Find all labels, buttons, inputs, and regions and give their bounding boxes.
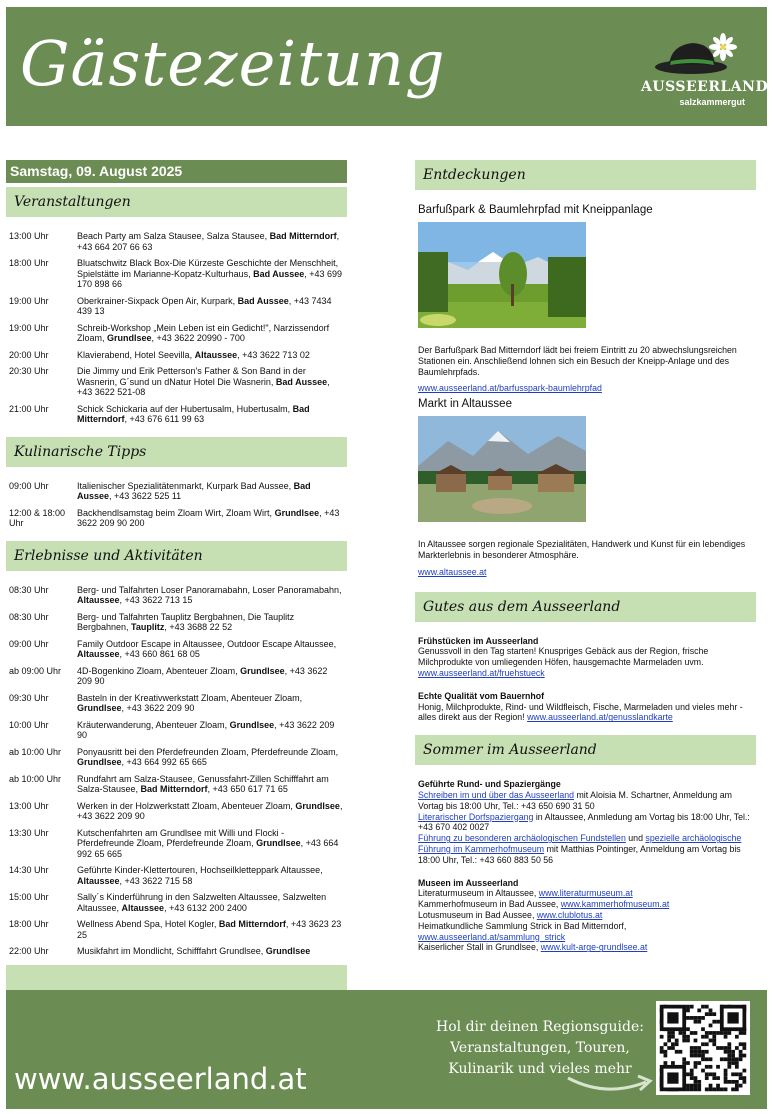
touren-block <box>415 779 756 865</box>
event-description: Italienischer Spezialitätenmarkt, Kurpark Bad Aussee, Bad Aussee, +43 3622 525 11 <box>77 480 311 501</box>
event-time: 09:00 Uhr <box>9 638 49 649</box>
museen-block <box>415 878 756 954</box>
event-description: Die Jimmy und Erik Petterson's Father & Son Band in der Wasnerin, G´sund un dNatur Hotel Die Wasnerin, Bad Aussee, +43 3622 521-08 <box>77 366 330 397</box>
section-heading-entdeckungen: Entdeckungen <box>415 160 756 190</box>
event-location: Bad Mitterndorf <box>218 919 286 929</box>
schreiben-link[interactable]: Schreiben im und über das Ausseerland <box>418 789 574 800</box>
event-location: Tauplitz <box>131 622 165 632</box>
event-description: Geführte Kinder-Klettertouren, Hochseilklettерpark Altaussee, Altaussee, +43 3622 715 58 <box>77 865 323 886</box>
tour-text: und <box>625 833 646 844</box>
event-location: Altaussee <box>121 902 165 913</box>
promo-line: Hol dir deinen Regionsguide: <box>436 1019 644 1035</box>
erlebnisse-list <box>6 585 347 957</box>
event-location: Altaussee <box>77 875 120 886</box>
event-location: Grundlsee <box>107 333 152 343</box>
event-description: Klavierabend, Hotel Seevilla, Altaussee, +43 3622 713 02 <box>77 349 310 360</box>
event-time: 13:00 Uhr <box>9 231 49 241</box>
event-description: Bluatschwitz Black Box-Die Kürzeste Geschichte der Menschheit, Spielstätte im Marianne-Kopatz-Kulturhaus, Bad Aussee, +43 699 170 898 66 <box>77 258 343 289</box>
entdeckung-text: Der Barfußpark Bad Mitterndorf lädt bei freiem Eintritt zu 20 abwechslungsreichen Stationen ein. Anschließend lohnen sich ein Besuch der Kneipp-Anlage und des Baumlehrpfads. <box>418 345 737 377</box>
event-location: Grundlsee <box>77 703 122 713</box>
event-time: 12:00 & 18:00 Uhr <box>9 507 66 528</box>
event-time: 10:00 Uhr <box>9 719 49 730</box>
event-row <box>6 774 347 795</box>
event-description: Family Outdoor Escape in Altaussee, Outdoor Escape Altaussee, Altaussee, +43 660 861 68 05 <box>77 638 337 659</box>
event-description: Schick Schickaria auf der Hubertusalm, Hubertusalm, Bad Mitterndorf, +43 676 611 99 63 <box>77 403 310 424</box>
tour-text: in Altaussee, Anmledung am Vortag bis 18:00 Uhr, Tel.: +43 670 402 0027 <box>418 811 750 833</box>
touren-title: Geführte Rund- und Spaziergänge <box>418 779 561 790</box>
promo-line: Kulinarik und vieles mehr <box>448 1061 632 1077</box>
event-row <box>6 366 347 398</box>
event-row <box>6 585 347 606</box>
museum-link[interactable]: www.literaturmuseum.at <box>538 888 633 899</box>
gutes-item-title: Frühstücken im Ausseerland <box>418 635 539 646</box>
section-heading-gutes: Gutes aus dem Ausseerland <box>415 592 756 622</box>
left-column <box>6 160 347 963</box>
event-location: Bad Aussee <box>237 295 289 306</box>
event-row <box>6 801 347 822</box>
event-description: Sally´s Kinderführung in den Salzwelten Altaussee, Salzwelten Altaussee, Altaussee, +43 6132 200 2400 <box>77 892 327 913</box>
event-time: 18:00 Uhr <box>9 919 49 929</box>
event-row <box>6 612 347 633</box>
genusslandkarte-link[interactable]: www.ausseerland.at/genusslandkarte <box>527 712 673 723</box>
event-location: Bad Mitterndorf <box>77 403 310 424</box>
event-row <box>6 481 347 502</box>
gutes-item <box>415 691 756 723</box>
event-time: 19:00 Uhr <box>9 322 49 333</box>
event-location: Grundlsee <box>229 719 275 730</box>
event-description: 4D-Bogenkino Zloam, Abenteuer Zloam, Grundlsee, +43 3622 209 90 <box>77 665 328 686</box>
page-header <box>6 7 767 126</box>
event-location: Bad Mitterndorf <box>140 784 208 794</box>
event-description: Kräuterwanderung, Abenteuer Zloam, Grundlsee, +43 3622 209 90 <box>77 719 335 740</box>
museum-link[interactable]: www.kammerhofmuseum.at <box>560 899 670 910</box>
logo-subtitle: salzkammergut <box>679 97 745 107</box>
altaussee-link[interactable]: www.altaussee.at <box>418 566 487 577</box>
event-time: ab 09:00 Uhr <box>9 665 62 676</box>
hat-icon <box>641 31 745 81</box>
gutes-item-text: Genussvoll in den Tag starten! Knuspriges Gebäck aus der Region, frische Milchprodukte von umliegenden Höfen, hausgemachte Marmeladen uvm. <box>418 646 709 668</box>
event-row <box>6 747 347 768</box>
museum-link[interactable]: www.ausseerland.at/sammlung_strick <box>418 931 566 942</box>
event-row <box>6 720 347 741</box>
event-row <box>6 666 347 687</box>
event-location: Grundlsee <box>256 838 301 848</box>
event-time: 18:00 Uhr <box>9 258 49 268</box>
gutes-item <box>415 636 756 679</box>
museum-link[interactable]: www.clublotus.at <box>536 909 603 920</box>
footer-url[interactable]: www.ausseerland.at <box>14 1062 307 1096</box>
barfusspark-photo <box>418 222 586 328</box>
tour-text: mit Matthias Pointinger, Anmeldung am Vortag bis 18:00 Uhr, Tel.: +43 660 883 50 56 <box>418 843 741 865</box>
gutes-item-text: Honig, Milchprodukte, Rind- und Wildfleisch, Fische, Marmeladen und vieles mehr - alles direkt aus der Region! <box>418 701 743 723</box>
logo-wordmark: AUSSEERLAND <box>641 79 769 95</box>
event-location: Bad Aussee <box>275 376 328 387</box>
museum-item: Kaiserlicher Stall in Grundlsee, www.kult-arge-grundlsee.at <box>418 942 648 953</box>
event-description: Werken in der Holzwerkstatt Zloam, Abenteuer Zloam, Grundlsee, +43 3622 209 90 <box>77 800 343 821</box>
event-row <box>6 828 347 860</box>
fruehstueck-link[interactable]: www.ausseerland.at/fruehstueck <box>418 667 545 678</box>
museen-list <box>418 888 753 953</box>
event-row <box>6 350 347 361</box>
kammerhof-fuehrung-link[interactable]: spezielle archäologische Führung im Kammerhofmuseum <box>418 833 742 854</box>
event-row <box>6 296 347 317</box>
museum-link[interactable]: www.kult-arge-grundlsee.at <box>540 942 648 953</box>
event-row <box>6 508 347 529</box>
event-location: Bad Aussee <box>253 268 305 279</box>
right-column <box>415 160 756 953</box>
kulinarisch-list <box>6 481 347 529</box>
event-time: 22:00 Uhr <box>9 946 49 956</box>
event-location: Altaussee <box>194 349 238 360</box>
event-description: Backhendlsamstag beim Zloam Wirt, Zloam Wirt, Grundlsee, +43 3622 209 90 200 <box>77 507 340 528</box>
event-time: 08:30 Uhr <box>9 611 49 622</box>
event-time: 15:00 Uhr <box>9 892 49 902</box>
event-time: 14:30 Uhr <box>9 865 49 875</box>
event-description: Musikfahrt im Mondlicht, Schifffahrt Grundlsee, Grundlsee <box>77 946 311 956</box>
event-description: Beach Party am Salza Stausee, Salza Stausee, Bad Mitterndorf, +43 664 207 66 63 <box>77 231 340 252</box>
event-location: Grundlsee <box>240 665 285 676</box>
event-location: Grundlsee <box>77 757 122 767</box>
event-row <box>6 892 347 913</box>
event-time: 09:00 Uhr <box>9 480 49 491</box>
event-location: Bad Mitterndorf <box>269 231 337 241</box>
event-time: ab 10:00 Uhr <box>9 746 62 757</box>
qr-code-icon[interactable] <box>656 1001 750 1095</box>
museum-item: Kammerhofmuseum in Bad Aussee, www.kammerhofmuseum.at <box>418 899 670 910</box>
empty-section-bar <box>6 965 347 990</box>
section-heading-erlebnisse: Erlebnisse und Aktivitäten <box>6 541 347 571</box>
event-description: Berg- und Talfahrten Loser Panoramabahn, Loser Panoramabahn, Altaussee, +43 3622 713 15 <box>77 584 342 605</box>
barfusspark-link[interactable]: www.ausseerland.at/barfusspark-baumlehrpfad <box>418 383 602 394</box>
event-description: Ponyausritt bei den Pferdefreunden Zloam, Pferdefreunde Zloam, Grundlsee, +43 664 992 65 665 <box>77 746 339 767</box>
event-time: ab 10:00 Uhr <box>9 773 62 784</box>
event-row <box>6 639 347 660</box>
event-description: Rundfahrt am Salza-Stausee, Genussfahrt-Zillen Schifffahrt am Salza-Stausee, Bad Mitterndorf, +43 650 617 71 65 <box>77 773 329 794</box>
gutes-item-title: Echte Qualität vom Bauernhof <box>418 690 545 701</box>
promo-line: Veranstaltungen, Touren, <box>450 1040 630 1056</box>
event-time: 09:30 Uhr <box>9 692 49 703</box>
event-row <box>6 323 347 344</box>
event-location: Bad Aussee <box>77 480 311 501</box>
event-description: Wellness Abend Spa, Hotel Kogler, Bad Mitterndorf, +43 3623 23 25 <box>77 919 342 940</box>
event-row <box>6 919 347 940</box>
entdeckung-title: Barfußpark & Baumlehrpfad mit Kneippanlage <box>418 204 653 216</box>
markt-text: In Altaussee sorgen regionale Spezialitäten, Handwerk und Kunst für ein lebendiges Markterlebnis in besonderer Atmosphäre. <box>418 539 746 560</box>
museum-item: Literaturmuseum in Altaussee, www.literaturmuseum.at <box>418 888 633 899</box>
event-location: Altaussee <box>77 649 120 659</box>
event-description: Berg- und Talfahrten Tauplitz Bergbahnen, Die Tauplitz Bergbahnen, Tauplitz, +43 3688 22 52 <box>77 611 295 632</box>
event-time: 08:30 Uhr <box>9 584 49 595</box>
event-location: Grundlsee <box>265 946 311 956</box>
event-location: Altaussee <box>77 595 120 605</box>
event-description: Basteln in der Kreativwerkstatt Zloam, Abenteuer Zloam, Grundlsee, +43 3622 209 90 <box>77 692 303 713</box>
section-heading-kulinarisch: Kulinarische Tipps <box>6 437 347 467</box>
event-time: 13:30 Uhr <box>9 827 49 838</box>
event-location: Grundlsee <box>274 507 320 518</box>
event-location: Grundlsee <box>295 800 340 811</box>
page-footer <box>6 990 767 1109</box>
event-time: 20:00 Uhr <box>9 349 49 360</box>
archaeologie-link[interactable]: Führung zu besonderen archäologischen Fundstellen <box>418 833 626 844</box>
page-title: Gästezeitung <box>20 27 446 100</box>
date-heading: Samstag, 09. August 2025 <box>6 160 347 183</box>
museum-item: Lotusmuseum in Bad Aussee, www.clublotus.at <box>418 909 603 920</box>
event-row <box>6 865 347 886</box>
museum-item: Heimatkundliche Sammlung Strick in Bad Mitterndorf, www.ausseerland.at/sammlung_strick <box>418 920 627 942</box>
event-row <box>6 258 347 290</box>
ausseerland-logo <box>641 31 769 111</box>
event-time: 13:00 Uhr <box>9 800 49 811</box>
event-description: Schreib-Workshop „Mein Leben ist ein Gedicht!", Narzissendorf Zloam, Grundlsee, +43 3622 20990 - 700 <box>77 322 330 343</box>
event-row <box>6 946 347 957</box>
section-heading-sommer: Sommer im Ausseerland <box>415 735 756 765</box>
event-row <box>6 231 347 252</box>
tour-text: mit Aloisia M. Schartner, Anmeldung am Vortag bis 18:00 Uhr, Tel.: +43 650 690 31 50 <box>418 789 732 811</box>
event-description: Oberkrainer-Sixpack Open Air, Kurpark, Bad Aussee, +43 7434 439 13 <box>77 295 332 316</box>
event-time: 20:30 Uhr <box>9 366 49 376</box>
entdeckung-title: Markt in Altaussee <box>418 398 512 411</box>
dorfspaziergang-link[interactable]: Literarischer Dorfspaziergang <box>418 811 534 822</box>
arrow-icon <box>566 1068 656 1094</box>
veranstaltungen-list <box>6 231 347 425</box>
event-time: 19:00 Uhr <box>9 295 49 306</box>
event-row <box>6 693 347 714</box>
event-time: 21:00 Uhr <box>9 403 49 414</box>
section-heading-veranstaltungen: Veranstaltungen <box>6 187 347 217</box>
event-description: Kutschenfahrten am Grundlsee mit Willi und Flocki - Pferdefreunde Zloam, Pferdefreunde Zloam, Grundlsee, +43 664 992 65 665 <box>77 827 339 859</box>
event-row <box>6 404 347 425</box>
museen-title: Museen im Ausseerland <box>418 877 519 888</box>
markt-altaussee-photo <box>418 416 586 522</box>
